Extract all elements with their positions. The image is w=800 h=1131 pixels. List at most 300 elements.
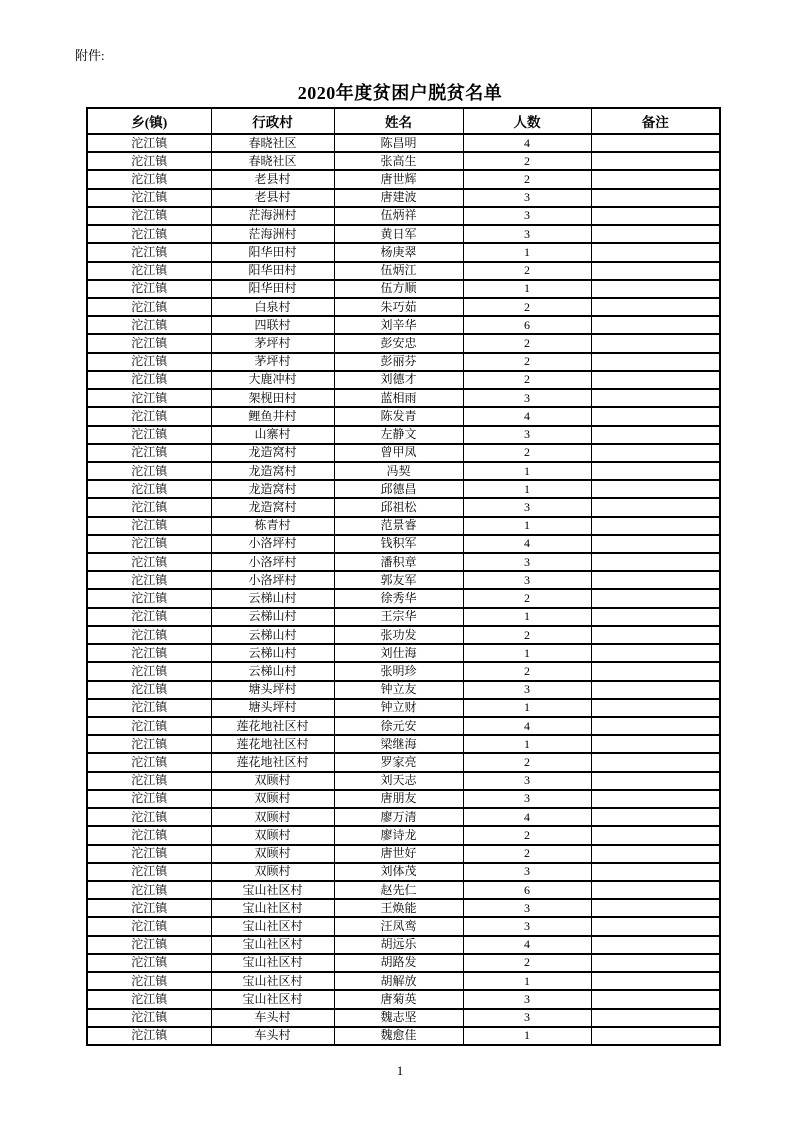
cell-remark	[591, 954, 720, 972]
header-count: 人数	[463, 108, 591, 134]
cell-count: 2	[463, 826, 591, 844]
cell-remark	[591, 170, 720, 188]
table-row	[87, 444, 720, 462]
cell-village: 架枧田村	[211, 389, 334, 407]
cell-remark	[591, 207, 720, 225]
cell-remark	[591, 826, 720, 844]
cell-township: 沱江镇	[87, 480, 211, 498]
cell-count: 3	[463, 1009, 591, 1027]
cell-count: 2	[463, 371, 591, 389]
cell-township: 沱江镇	[87, 589, 211, 607]
cell-name: 刘辛华	[334, 316, 463, 334]
cell-count: 3	[463, 772, 591, 790]
cell-township: 沱江镇	[87, 972, 211, 990]
cell-village: 茅坪村	[211, 334, 334, 352]
cell-township: 沱江镇	[87, 553, 211, 571]
cell-count: 6	[463, 316, 591, 334]
page-number: 1	[396, 1063, 404, 1078]
cell-township: 沱江镇	[87, 371, 211, 389]
table-row	[87, 407, 720, 425]
cell-count: 6	[463, 881, 591, 899]
table-row	[87, 608, 720, 626]
cell-village: 茅坪村	[211, 353, 334, 371]
cell-count: 3	[463, 553, 591, 571]
cell-village: 双顾村	[211, 845, 334, 863]
cell-remark	[591, 280, 720, 298]
cell-name: 伍炳江	[334, 262, 463, 280]
cell-count: 1	[463, 735, 591, 753]
cell-village: 双顾村	[211, 863, 334, 881]
cell-village: 塘头坪村	[211, 681, 334, 699]
cell-village: 车头村	[211, 1027, 334, 1045]
cell-township: 沱江镇	[87, 498, 211, 516]
table-row	[87, 753, 720, 771]
cell-township: 沱江镇	[87, 334, 211, 352]
cell-count: 2	[463, 262, 591, 280]
cell-name: 郭友军	[334, 571, 463, 589]
cell-township: 沱江镇	[87, 243, 211, 261]
cell-remark	[591, 662, 720, 680]
cell-village: 龙造窝村	[211, 444, 334, 462]
table-row	[87, 936, 720, 954]
cell-remark	[591, 990, 720, 1008]
cell-township: 沱江镇	[87, 262, 211, 280]
cell-remark	[591, 225, 720, 243]
cell-remark	[591, 334, 720, 352]
cell-village: 小洛坪村	[211, 535, 334, 553]
cell-remark	[591, 972, 720, 990]
cell-name: 廖诗龙	[334, 826, 463, 844]
cell-name: 彭安忠	[334, 334, 463, 352]
cell-township: 沱江镇	[87, 845, 211, 863]
table-row	[87, 207, 720, 225]
cell-name: 潘积章	[334, 553, 463, 571]
cell-count: 2	[463, 753, 591, 771]
cell-name: 张明珍	[334, 662, 463, 680]
cell-village: 春晓社区	[211, 134, 334, 152]
cell-name: 伍方顺	[334, 280, 463, 298]
cell-name: 钟立财	[334, 699, 463, 717]
cell-name: 刘体茂	[334, 863, 463, 881]
table-row	[87, 571, 720, 589]
table-row	[87, 699, 720, 717]
cell-count: 1	[463, 517, 591, 535]
table-row	[87, 845, 720, 863]
cell-village: 宝山社区村	[211, 899, 334, 917]
cell-village: 山寨村	[211, 426, 334, 444]
table-row	[87, 863, 720, 881]
cell-remark	[591, 589, 720, 607]
cell-remark	[591, 262, 720, 280]
cell-village: 茫海洲村	[211, 225, 334, 243]
cell-village: 春晓社区	[211, 152, 334, 170]
table-row	[87, 243, 720, 261]
cell-name: 王焕能	[334, 899, 463, 917]
cell-count: 3	[463, 389, 591, 407]
cell-count: 3	[463, 990, 591, 1008]
cell-village: 双顾村	[211, 790, 334, 808]
cell-remark	[591, 717, 720, 735]
cell-remark	[591, 845, 720, 863]
poverty-roster-table	[86, 107, 721, 1046]
cell-village: 小洛坪村	[211, 571, 334, 589]
cell-township: 沱江镇	[87, 936, 211, 954]
cell-count: 2	[463, 845, 591, 863]
cell-village: 宝山社区村	[211, 972, 334, 990]
cell-township: 沱江镇	[87, 662, 211, 680]
cell-remark	[591, 644, 720, 662]
cell-count: 2	[463, 589, 591, 607]
cell-township: 沱江镇	[87, 444, 211, 462]
cell-township: 沱江镇	[87, 316, 211, 334]
cell-village: 龙造窝村	[211, 498, 334, 516]
table-row	[87, 881, 720, 899]
table-row	[87, 990, 720, 1008]
cell-village: 宝山社区村	[211, 990, 334, 1008]
table-row	[87, 225, 720, 243]
cell-village: 车头村	[211, 1009, 334, 1027]
cell-township: 沱江镇	[87, 790, 211, 808]
cell-count: 3	[463, 426, 591, 444]
cell-name: 伍炳祥	[334, 207, 463, 225]
cell-township: 沱江镇	[87, 608, 211, 626]
cell-township: 沱江镇	[87, 717, 211, 735]
cell-remark	[591, 189, 720, 207]
cell-township: 沱江镇	[87, 353, 211, 371]
cell-name: 胡远乐	[334, 936, 463, 954]
cell-remark	[591, 371, 720, 389]
table-row	[87, 917, 720, 935]
cell-count: 1	[463, 462, 591, 480]
cell-name: 彭丽芬	[334, 353, 463, 371]
cell-name: 徐元安	[334, 717, 463, 735]
cell-count: 2	[463, 298, 591, 316]
cell-count: 4	[463, 936, 591, 954]
table-row	[87, 972, 720, 990]
cell-name: 朱巧茹	[334, 298, 463, 316]
cell-count: 3	[463, 681, 591, 699]
cell-count: 1	[463, 243, 591, 261]
cell-remark	[591, 626, 720, 644]
cell-count: 1	[463, 699, 591, 717]
cell-count: 2	[463, 662, 591, 680]
cell-remark	[591, 243, 720, 261]
table-row	[87, 662, 720, 680]
cell-village: 茫海洲村	[211, 207, 334, 225]
cell-remark	[591, 571, 720, 589]
cell-name: 魏志坚	[334, 1009, 463, 1027]
cell-name: 邱祖松	[334, 498, 463, 516]
cell-count: 4	[463, 717, 591, 735]
cell-remark	[591, 699, 720, 717]
table-row	[87, 1009, 720, 1027]
cell-township: 沱江镇	[87, 189, 211, 207]
cell-township: 沱江镇	[87, 917, 211, 935]
cell-township: 沱江镇	[87, 207, 211, 225]
cell-remark	[591, 152, 720, 170]
attachment-label: 附件:	[75, 48, 105, 63]
cell-name: 刘天志	[334, 772, 463, 790]
table-row	[87, 334, 720, 352]
table-row	[87, 808, 720, 826]
cell-village: 鲤鱼井村	[211, 407, 334, 425]
cell-count: 3	[463, 189, 591, 207]
cell-count: 2	[463, 444, 591, 462]
cell-name: 魏愈佳	[334, 1027, 463, 1045]
table-row	[87, 170, 720, 188]
header-township: 乡(镇)	[87, 108, 211, 134]
table-row	[87, 535, 720, 553]
header-remark: 备注	[591, 108, 720, 134]
table-header-row	[87, 108, 720, 134]
cell-township: 沱江镇	[87, 808, 211, 826]
cell-township: 沱江镇	[87, 407, 211, 425]
table-row	[87, 262, 720, 280]
cell-township: 沱江镇	[87, 772, 211, 790]
table-row	[87, 134, 720, 152]
cell-remark	[591, 353, 720, 371]
cell-count: 3	[463, 790, 591, 808]
cell-count: 3	[463, 917, 591, 935]
table-row	[87, 152, 720, 170]
cell-township: 沱江镇	[87, 644, 211, 662]
cell-count: 3	[463, 498, 591, 516]
cell-count: 4	[463, 134, 591, 152]
header-name: 姓名	[334, 108, 463, 134]
cell-village: 双顾村	[211, 808, 334, 826]
table-row	[87, 589, 720, 607]
cell-remark	[591, 462, 720, 480]
cell-remark	[591, 407, 720, 425]
cell-name: 汪凤鸾	[334, 917, 463, 935]
table-row	[87, 644, 720, 662]
cell-township: 沱江镇	[87, 152, 211, 170]
cell-remark	[591, 863, 720, 881]
cell-remark	[591, 772, 720, 790]
cell-name: 唐建波	[334, 189, 463, 207]
cell-name: 冯契	[334, 462, 463, 480]
cell-village: 云梯山村	[211, 608, 334, 626]
cell-township: 沱江镇	[87, 626, 211, 644]
cell-village: 云梯山村	[211, 626, 334, 644]
cell-count: 1	[463, 1027, 591, 1045]
cell-village: 龙造窝村	[211, 480, 334, 498]
cell-remark	[591, 608, 720, 626]
cell-township: 沱江镇	[87, 1027, 211, 1045]
cell-count: 2	[463, 954, 591, 972]
cell-name: 陈昌明	[334, 134, 463, 152]
table-row	[87, 517, 720, 535]
cell-village: 云梯山村	[211, 589, 334, 607]
table-row	[87, 353, 720, 371]
cell-name: 梁继海	[334, 735, 463, 753]
table-row	[87, 280, 720, 298]
cell-name: 罗家亮	[334, 753, 463, 771]
cell-count: 1	[463, 280, 591, 298]
table-row	[87, 189, 720, 207]
cell-remark	[591, 498, 720, 516]
cell-name: 徐秀华	[334, 589, 463, 607]
cell-name: 范景睿	[334, 517, 463, 535]
cell-remark	[591, 1027, 720, 1045]
cell-name: 刘德才	[334, 371, 463, 389]
table-row	[87, 772, 720, 790]
cell-village: 阳华田村	[211, 243, 334, 261]
cell-township: 沱江镇	[87, 535, 211, 553]
cell-remark	[591, 480, 720, 498]
cell-remark	[591, 917, 720, 935]
table-row	[87, 681, 720, 699]
cell-name: 钟立友	[334, 681, 463, 699]
table-row	[87, 899, 720, 917]
cell-township: 沱江镇	[87, 753, 211, 771]
cell-township: 沱江镇	[87, 899, 211, 917]
cell-township: 沱江镇	[87, 426, 211, 444]
cell-count: 3	[463, 863, 591, 881]
cell-count: 3	[463, 571, 591, 589]
cell-village: 双顾村	[211, 826, 334, 844]
table-row	[87, 498, 720, 516]
cell-village: 老县村	[211, 189, 334, 207]
cell-village: 宝山社区村	[211, 954, 334, 972]
cell-village: 宝山社区村	[211, 881, 334, 899]
cell-count: 1	[463, 608, 591, 626]
cell-count: 4	[463, 535, 591, 553]
cell-remark	[591, 681, 720, 699]
cell-name: 蓝相雨	[334, 389, 463, 407]
cell-township: 沱江镇	[87, 170, 211, 188]
cell-count: 2	[463, 152, 591, 170]
cell-village: 栋青村	[211, 517, 334, 535]
cell-count: 1	[463, 480, 591, 498]
cell-village: 老县村	[211, 170, 334, 188]
cell-remark	[591, 517, 720, 535]
cell-township: 沱江镇	[87, 826, 211, 844]
cell-village: 莲花地社区村	[211, 735, 334, 753]
cell-village: 阳华田村	[211, 280, 334, 298]
cell-township: 沱江镇	[87, 225, 211, 243]
cell-remark	[591, 936, 720, 954]
cell-village: 白泉村	[211, 298, 334, 316]
cell-township: 沱江镇	[87, 863, 211, 881]
cell-name: 胡解放	[334, 972, 463, 990]
cell-count: 2	[463, 353, 591, 371]
cell-village: 小洛坪村	[211, 553, 334, 571]
cell-village: 云梯山村	[211, 662, 334, 680]
cell-remark	[591, 535, 720, 553]
cell-township: 沱江镇	[87, 1009, 211, 1027]
cell-remark	[591, 808, 720, 826]
cell-count: 2	[463, 170, 591, 188]
cell-village: 龙造窝村	[211, 462, 334, 480]
cell-township: 沱江镇	[87, 954, 211, 972]
cell-name: 张高生	[334, 152, 463, 170]
cell-count: 3	[463, 207, 591, 225]
cell-name: 唐朋友	[334, 790, 463, 808]
cell-remark	[591, 899, 720, 917]
cell-name: 廖万清	[334, 808, 463, 826]
table-row	[87, 717, 720, 735]
cell-village: 阳华田村	[211, 262, 334, 280]
cell-township: 沱江镇	[87, 681, 211, 699]
cell-village: 四联村	[211, 316, 334, 334]
cell-name: 王宗华	[334, 608, 463, 626]
table-row	[87, 954, 720, 972]
table-row	[87, 553, 720, 571]
cell-village: 云梯山村	[211, 644, 334, 662]
cell-count: 4	[463, 808, 591, 826]
cell-count: 3	[463, 899, 591, 917]
cell-remark	[591, 790, 720, 808]
cell-remark	[591, 389, 720, 407]
cell-name: 曾甲凤	[334, 444, 463, 462]
cell-township: 沱江镇	[87, 134, 211, 152]
cell-name: 胡路发	[334, 954, 463, 972]
cell-township: 沱江镇	[87, 990, 211, 1008]
cell-village: 塘头坪村	[211, 699, 334, 717]
header-village: 行政村	[211, 108, 334, 134]
cell-township: 沱江镇	[87, 571, 211, 589]
cell-remark	[591, 426, 720, 444]
cell-township: 沱江镇	[87, 298, 211, 316]
table-row	[87, 735, 720, 753]
cell-name: 唐菊英	[334, 990, 463, 1008]
table-row	[87, 462, 720, 480]
cell-name: 钱积军	[334, 535, 463, 553]
table-row	[87, 298, 720, 316]
cell-remark	[591, 316, 720, 334]
cell-name: 陈发青	[334, 407, 463, 425]
cell-township: 沱江镇	[87, 881, 211, 899]
cell-name: 唐世好	[334, 845, 463, 863]
cell-name: 赵先仁	[334, 881, 463, 899]
cell-village: 莲花地社区村	[211, 717, 334, 735]
table-row	[87, 426, 720, 444]
cell-count: 1	[463, 972, 591, 990]
table-row	[87, 826, 720, 844]
cell-remark	[591, 298, 720, 316]
cell-remark	[591, 444, 720, 462]
table-row	[87, 389, 720, 407]
cell-name: 杨庚翠	[334, 243, 463, 261]
cell-count: 1	[463, 644, 591, 662]
cell-remark	[591, 881, 720, 899]
cell-township: 沱江镇	[87, 517, 211, 535]
cell-name: 唐世辉	[334, 170, 463, 188]
cell-count: 3	[463, 225, 591, 243]
cell-township: 沱江镇	[87, 699, 211, 717]
cell-name: 左静文	[334, 426, 463, 444]
cell-village: 莲花地社区村	[211, 753, 334, 771]
cell-remark	[591, 134, 720, 152]
table-row	[87, 790, 720, 808]
table-row	[87, 626, 720, 644]
cell-name: 张功发	[334, 626, 463, 644]
cell-remark	[591, 753, 720, 771]
cell-name: 黄日军	[334, 225, 463, 243]
cell-name: 刘仕海	[334, 644, 463, 662]
table-row	[87, 1027, 720, 1045]
cell-remark	[591, 553, 720, 571]
cell-remark	[591, 1009, 720, 1027]
cell-remark	[591, 735, 720, 753]
table-row	[87, 316, 720, 334]
page-title: 2020年度贫困户脱贫名单	[297, 83, 503, 103]
cell-township: 沱江镇	[87, 389, 211, 407]
table-row	[87, 480, 720, 498]
cell-township: 沱江镇	[87, 735, 211, 753]
table-row	[87, 371, 720, 389]
